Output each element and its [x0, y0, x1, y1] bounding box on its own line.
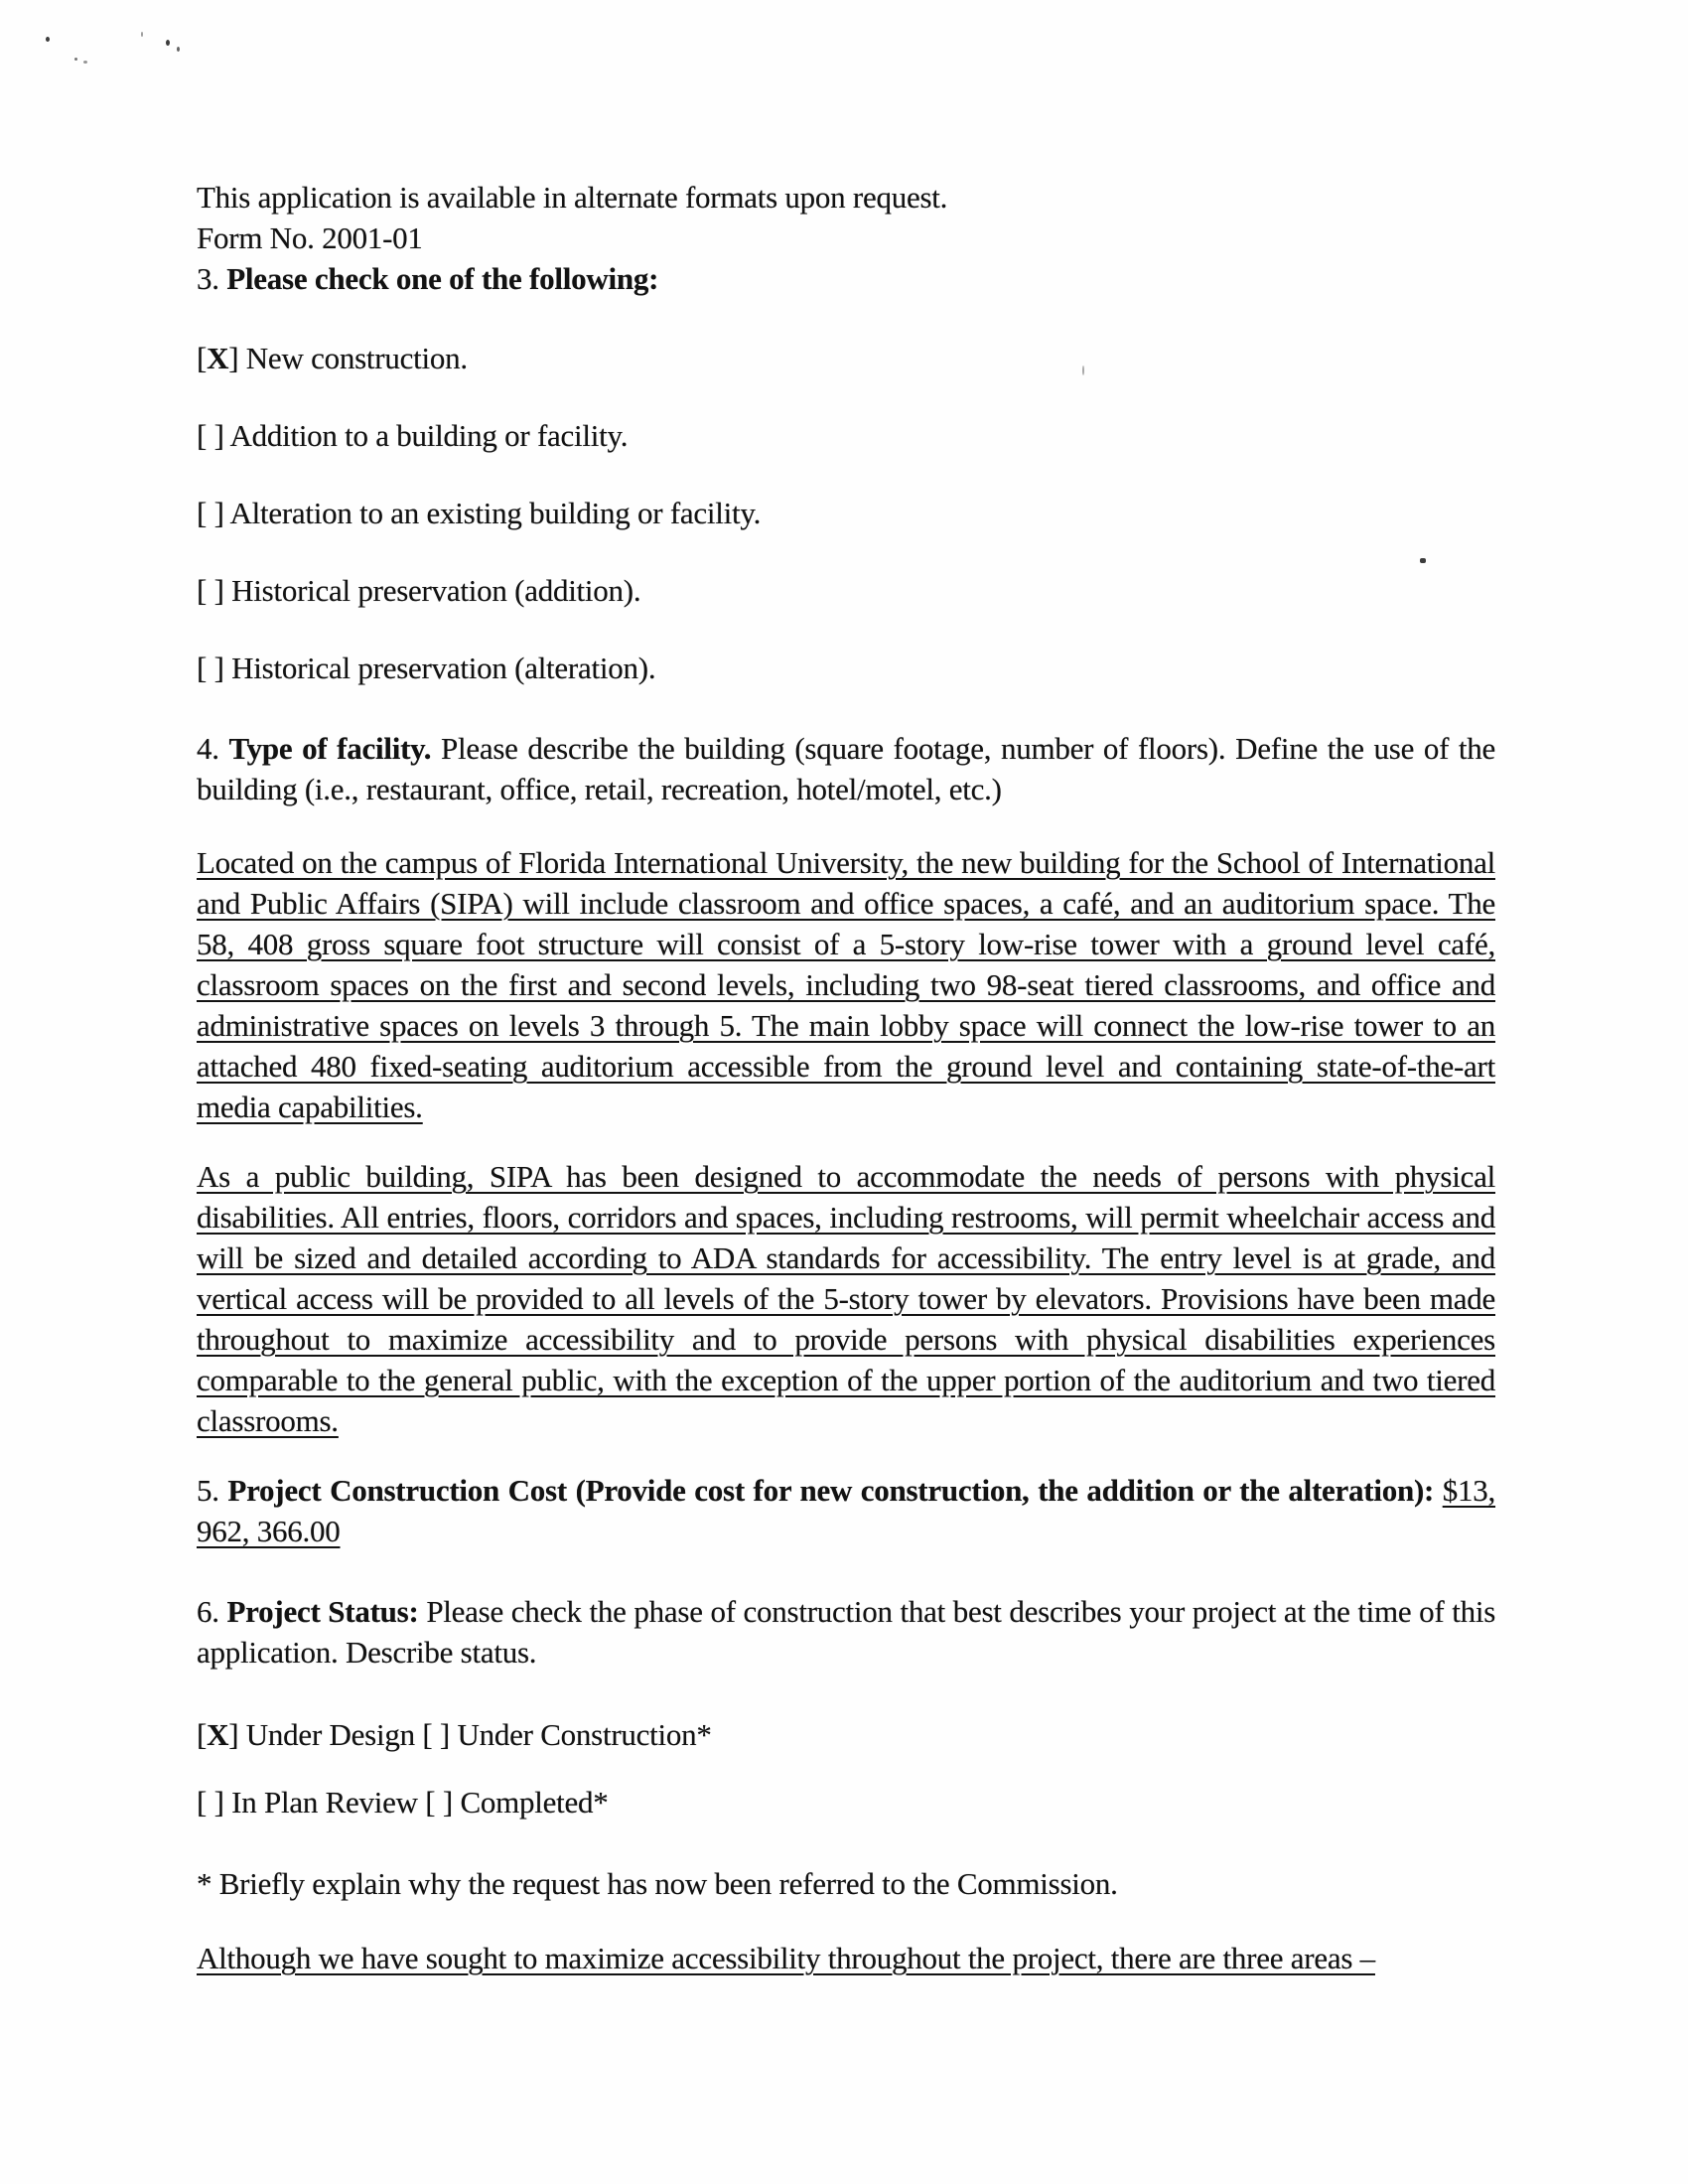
checkbox-option-alteration — [197, 493, 1495, 533]
section-4-title: Type of facility. — [228, 731, 432, 766]
facility-description-paragraph-2: As a public building, SIPA has been designed to accommodate the needs of persons with physical disabilities. All entries, floors, corridors and spaces, including restrooms, will permit wheelchair access and will be sized and detailed according to ADA standards for accessibility. The entry level is at grade, and vertical access will be provided to all levels of the 5-story tower by elevators. Provisions have been made throughout to maximize accessibility and to provide persons with physical disabilities experiences comparable to the general public, with the exception of the upper portion of the auditorium and two tiered classrooms. — [197, 1159, 1495, 1438]
section-3-heading — [197, 258, 1495, 299]
option-label: Alteration to an existing building or facility. — [229, 496, 762, 530]
checkbox-mark-unchecked: [ ] — [425, 1785, 453, 1820]
scan-artifact — [83, 61, 87, 64]
x-mark-glyph: X — [207, 1717, 229, 1752]
scan-artifact — [46, 37, 50, 42]
section-6-title: Project Status: — [226, 1594, 419, 1629]
section-5-heading — [197, 1470, 1495, 1551]
scan-artifact — [74, 58, 77, 61]
section-4-number: 4. — [197, 731, 219, 766]
facility-description-paragraph-1: Located on the campus of Florida International University, the new building for the School of International and Public Affairs (SIPA) will include classroom and office spaces, a café, and an auditorium space. The 58, 408 gross square foot structure will consist of a 5-story low-rise tower with a ground level café, classroom spaces on the first and second levels, including two 98-seat tiered classrooms, and office and administrative spaces on levels 3 through 5. The main lobby space will connect the low-rise tower to an attached 480 fixed-seating auditorium accessible from the ground level and containing state-of-the-art media capabilities. — [197, 845, 1495, 1124]
status-answer-opening: Although we have sought to maximize accessibility throughout the project, there are three areas – — [197, 1941, 1375, 1975]
option-label: Addition to a building or facility. — [229, 418, 629, 453]
intro-line-2: Form No. 2001-01 — [197, 220, 423, 255]
checkbox-mark-unchecked: [ ] — [422, 1717, 450, 1752]
status-row-1 — [197, 1714, 1495, 1755]
status-row-2 — [197, 1782, 1495, 1822]
section-4-prompt: Please describe the building (square footage, number of floors). Define the use of the building (i.e., restaurant, office, retail, recreation, hotel/motel, etc.) — [197, 731, 1496, 806]
status-option-completed: Completed* — [460, 1785, 609, 1820]
bracket-close-glyph: ] — [228, 1717, 239, 1752]
bracket-open-glyph: [ — [197, 1717, 208, 1752]
intro-line-1: This application is available in alternate formats upon request. — [197, 180, 948, 215]
checkbox-mark-unchecked: [ ] — [197, 573, 224, 608]
checkbox-mark-unchecked: [ ] — [197, 496, 224, 530]
option-label: New construction. — [245, 341, 468, 375]
checkbox-mark-checked — [197, 341, 238, 375]
checkbox-mark-unchecked: [ ] — [197, 418, 224, 453]
bracket-open-glyph: [ — [197, 341, 208, 375]
section-5-title: Project Construction Cost (Provide cost for new construction, the addition or the alteration): — [227, 1473, 1435, 1508]
status-option-under-design: Under Design — [245, 1717, 415, 1752]
checkbox-option-addition — [197, 415, 1495, 456]
section-3-title: Please check one of the following: — [226, 261, 659, 296]
section-6-number: 6. — [197, 1594, 219, 1629]
section-3-number: 3. — [197, 261, 219, 296]
status-option-under-construction: Under Construction* — [457, 1717, 712, 1752]
scan-artifact — [166, 40, 170, 46]
section-6-heading — [197, 1591, 1495, 1673]
x-mark-glyph: X — [207, 341, 229, 375]
scan-artifact — [141, 32, 143, 37]
scan-artifact — [177, 47, 180, 52]
checkbox-mark-checked — [197, 1717, 238, 1752]
checkbox-option-historical-alteration — [197, 648, 1495, 688]
checkbox-option-new-construction — [197, 338, 1495, 378]
checkbox-mark-unchecked: [ ] — [197, 651, 224, 685]
section-4-heading — [197, 728, 1495, 809]
checkbox-option-historical-addition — [197, 570, 1495, 611]
construction-cost-value: $13, 962, 366.00 — [197, 1473, 1496, 1548]
checkbox-mark-unchecked: [ ] — [197, 1785, 224, 1820]
option-label: Historical preservation (addition). — [231, 573, 641, 608]
document-content — [197, 177, 1495, 1978]
bracket-close-glyph: ] — [228, 341, 239, 375]
status-footnote: * Briefly explain why the request has now been referred to the Commission. — [197, 1866, 1118, 1901]
section-5-number: 5. — [197, 1473, 219, 1508]
option-label: Historical preservation (alteration). — [231, 651, 656, 685]
section-6-prompt: Please check the phase of construction that best describes your project at the time of this application. Describe status. — [197, 1594, 1496, 1670]
status-option-in-plan-review: In Plan Review — [231, 1785, 418, 1820]
